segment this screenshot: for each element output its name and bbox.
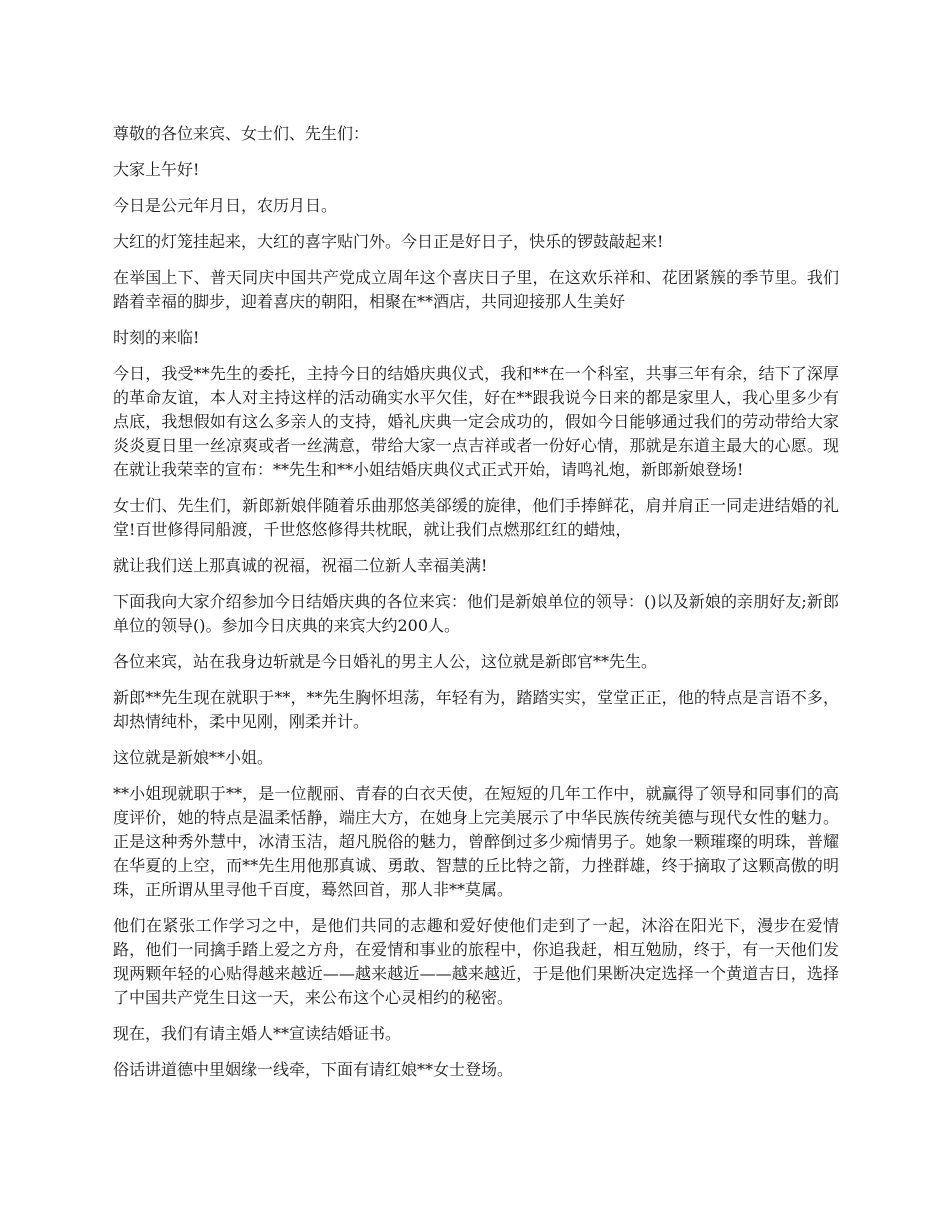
paragraph-bride-details: **小姐现就职于**，是一位靓丽、青春的白衣天使，在短短的几年工作中，就赢得了领导和同事们的高度评价，她的特点是温柔恬静，端庄大方，在她身上完美展示了中华民族传统美德与现代女性的魅力。正是这种秀外慧中，冰清玉洁，超凡脱俗的魅力，曾醉倒过多少痴情男子。她象一颗璀璨的明珠，普耀在华夏的上空，而**先生用他那真诚、勇敢、智慧的丘比特之箭，力挫群雄，终于摘取了这颗高傲的明珠，正所谓从里寻他千百度，蓦然回首，那人非**莫属。 — [113, 784, 839, 899]
paragraph-bride-intro: 这位就是新娘**小姐。 — [113, 748, 274, 767]
document-body — [113, 122, 839, 1094]
paragraph-groom-details: 新郎**先生现在就职于**，**先生胸怀坦荡，年轻有为，踏踏实实，堂堂正正，他的特点是言语不多，却热情纯朴，柔中见刚，刚柔并计。 — [113, 688, 839, 731]
paragraph-officiant: 现在，我们有请主婚人**宣读结婚证书。 — [113, 1024, 402, 1043]
paragraph-greeting: 尊敬的各位来宾、女士们、先生们： — [113, 124, 370, 143]
paragraph-groom-intro: 各位来宾，站在我身边斩就是今日婚礼的男主人公，这位就是新郎官**先生。 — [113, 652, 658, 671]
paragraph-host-intro: 今日，我受**先生的委托，主持今日的结婚庆典仪式，我和**在一个科室，共事三年有余，结下了深厚的革命友谊，本人对主持这样的活动确实水平欠佳，好在**跟我说今日来的都是家里人，我心里多少有点底，我想假如有这么多亲人的支持，婚礼庆典一定会成功的，假如今日能够通过我们的劳动带给大家炎炎夏日里一丝凉爽或者一丝满意，带给大家一点吉祥或者一份好心情，那就是东道主最大的心愿。现在就让我荣幸的宣布：**先生和**小姐结婚庆典仪式正式开始，请鸣礼炮，新郎新娘登场! — [113, 364, 839, 479]
paragraph-love-story: 他们在紧张工作学习之中，是他们共同的志趣和爱好使他们走到了一起，沐浴在阳光下，漫步在爱情路，他们一同擒手踏上爱之方舟，在爱情和事业的旅程中，你追我赶，相互勉励，终于，有一天他们发现两颗年轻的心贴得越来越近——越来越近——越来越近，于是他们果断决定选择一个黄道吉日，选择了中国共产党生日这一天，来公布这个心灵相约的秘密。 — [113, 916, 839, 1007]
paragraph-blessing: 就让我们送上那真诚的祝福，祝福二位新人幸福美满! — [113, 556, 488, 575]
paragraph-moment: 时刻的来临! — [113, 328, 200, 347]
paragraph-lanterns: 大红的灯笼挂起来，大红的喜字贴门外。今日正是好日子，快乐的锣鼓敲起来! — [113, 232, 664, 251]
paragraph-good-morning: 大家上午好! — [113, 160, 200, 179]
paragraph-guests: 下面我向大家介绍参加今日结婚庆典的各位来宾：他们是新娘单位的领导：()以及新娘的亲朋好友;新郎单位的领导()。参加今日庆典的来宾大约200人。 — [113, 592, 839, 635]
paragraph-entrance: 女士们、先生们，新郎新娘伴随着乐曲那悠美郤缓的旋律，他们手捧鲜花，肩并肩正一同走进结婚的礼堂!百世修得同船渡，千世悠悠修得共枕眠，就让我们点燃那红红的蜡烛， — [113, 496, 839, 539]
paragraph-date: 今日是公元年月日，农历月日。 — [113, 196, 338, 215]
paragraph-matchmaker: 俗话讲道德中里姻缘一线牵，下面有请红娘**女士登场。 — [113, 1060, 514, 1079]
paragraph-celebration: 在举国上下、普天同庆中国共产党成立周年这个喜庆日子里，在这欢乐祥和、花团紧簇的季节里。我们踏着幸福的脚步，迎着喜庆的朝阳，相聚在**酒店，共同迎接那人生美好 — [113, 268, 839, 311]
